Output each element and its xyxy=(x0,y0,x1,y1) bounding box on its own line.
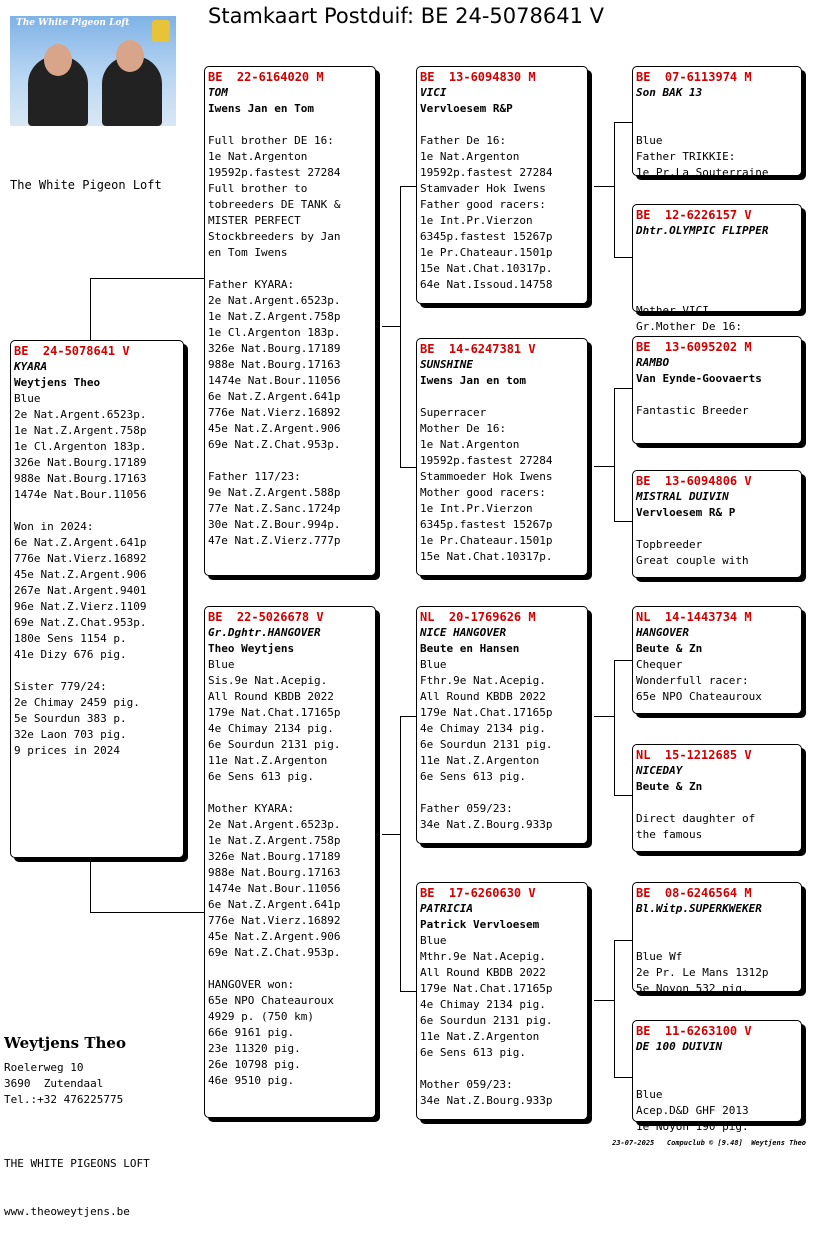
pigeon-card-fmm xyxy=(632,470,802,578)
person-left-head xyxy=(44,44,72,76)
address-line: Tel.:+32 476225775 xyxy=(4,1093,124,1106)
pigeon-result-line: 34e Nat.Z.Bourg.933p xyxy=(420,1094,553,1107)
pigeon-result-line: Won in 2024: xyxy=(14,520,94,533)
pigeon-result-line: 19592p.fastest 27284 xyxy=(420,166,553,179)
pigeon-result-line xyxy=(420,389,584,405)
pigeon-result-line: 6e Sens 613 pig. xyxy=(420,1046,526,1059)
connector-mm-parents xyxy=(614,940,633,1078)
pigeon-result-line: Mother De 16: xyxy=(420,422,507,435)
owner-address xyxy=(4,1034,126,1108)
pigeon-card-fmf xyxy=(632,336,802,444)
ring-number: BE 24-5078641 V xyxy=(14,344,130,358)
pigeon-result-line xyxy=(14,503,180,519)
pigeon-result-line: 69e Nat.Z.Chat.953p. xyxy=(208,946,341,959)
pigeon-name: NICEDAY xyxy=(636,764,683,777)
pigeon-result-line: Full brother DE 16: xyxy=(208,134,334,147)
pigeon-result-line xyxy=(420,1061,584,1077)
pigeon-result-line: tobreeders DE TANK & xyxy=(208,198,341,211)
pigeon-result-line: 776e Nat.Vierz.16892 xyxy=(208,406,341,419)
pigeon-result-line: 26e 10798 pig. xyxy=(208,1058,301,1071)
pigeon-result-line: 4929 p. (750 km) xyxy=(208,1010,314,1023)
pigeon-result-line: MISTER PERFECT xyxy=(208,214,301,227)
pigeon-result-line xyxy=(636,117,798,133)
pigeon-result-line: Father De 16: xyxy=(420,134,507,147)
pigeon-result-line: 5e Sourdun 383 p. xyxy=(14,712,127,725)
pigeon-result-line xyxy=(636,521,798,537)
pigeon-card-mmf xyxy=(632,882,802,995)
pigeon-result-line: Mother KYARA: xyxy=(208,802,295,815)
pigeon-owner: Iwens Jan en tom xyxy=(420,374,526,387)
pigeon-result-line: 1474e Nat.Bour.11056 xyxy=(208,374,341,387)
pigeon-result-line: 988e Nat.Bourg.17163 xyxy=(208,866,341,879)
pigeon-result-line: Wonderfull racer: xyxy=(636,674,749,687)
pigeon-result-line: Sis.9e Nat.Acepig. xyxy=(208,674,328,687)
ring-number: BE 14-6247381 V xyxy=(420,342,536,356)
club-logo-icon xyxy=(152,20,170,42)
ring-number: BE 12-6226157 V xyxy=(636,208,752,222)
pigeon-result-line: 1e Int.Pr.Vierzon xyxy=(420,214,533,227)
pigeon-result-line: 1e Nat.Z.Argent.758p xyxy=(208,310,341,323)
pigeon-result-line: 1e Cl.Argenton 183p. xyxy=(208,326,341,339)
pigeon-result-line: Direct daughter of xyxy=(636,812,756,825)
pigeon-result-line: 9e Nat.Z.Argent.588p xyxy=(208,486,341,499)
pigeon-result-line: All Round KBDB 2022 xyxy=(208,690,334,703)
pigeon-name: Dhtr.OLYMPIC FLIPPER xyxy=(636,224,769,237)
pigeon-result-line: 96e Nat.Z.Vierz.1109 xyxy=(14,600,147,613)
pigeon-result-line: 2e Pr. Le Mans 1312p xyxy=(636,966,769,979)
pigeon-owner: Beute & Zn xyxy=(636,780,703,793)
connector-father-parents xyxy=(400,186,417,468)
pigeon-result-line xyxy=(636,255,798,271)
pigeon-result-line: Great couple with xyxy=(636,554,749,567)
ring-number: NL 15-1212685 V xyxy=(636,748,752,762)
pigeon-result-line: Father 059/23: xyxy=(420,802,513,815)
pigeon-result-line xyxy=(636,387,798,403)
pigeon-result-line: 9 prices in 2024 xyxy=(14,744,120,757)
pigeon-result-line: 179e Nat.Chat.17165p xyxy=(420,706,553,719)
pigeon-card-mff xyxy=(632,606,802,714)
pigeon-owner: Beute en Hansen xyxy=(420,642,520,655)
pigeon-owner: Vervloesem R&P xyxy=(420,102,513,115)
pigeon-result-line: 6e Sens 613 pig. xyxy=(208,770,314,783)
pigeon-result-line: 988e Nat.Bourg.17163 xyxy=(208,358,341,371)
pigeon-result-line: Mother VICI xyxy=(636,304,709,317)
pigeon-name: KYARA xyxy=(14,360,48,373)
pigeon-name: PATRICIA xyxy=(420,902,473,915)
pigeon-result-line: 65e NPO Chateauroux xyxy=(636,690,762,703)
pigeon-result-line: Blue xyxy=(636,1088,663,1101)
ring-number: NL 14-1443734 M xyxy=(636,610,752,624)
ring-number: BE 22-6164020 M xyxy=(208,70,324,84)
pigeon-result-line: 6e Sourdun 2131 pig. xyxy=(420,738,553,751)
pigeon-result-line xyxy=(208,961,372,977)
pigeon-result-line: 2e Nat.Argent.6523p. xyxy=(208,294,341,307)
pigeon-result-line xyxy=(636,795,798,811)
address-line: Roelerweg 10 xyxy=(4,1061,84,1074)
pigeon-result-line: 11e Nat.Z.Argenton xyxy=(420,754,540,767)
pigeon-result-line: Stamvader Hok Iwens xyxy=(420,182,546,195)
pigeon-result-line: 64e Nat.Issoud.14758 xyxy=(420,278,553,291)
pigeon-result-line: 180e Sens 1154 p. xyxy=(14,632,127,645)
pigeon-result-line: 179e Nat.Chat.17165p xyxy=(420,982,553,995)
pigeon-result-line: 19592p.fastest 27284 xyxy=(208,166,341,179)
pigeon-result-line: 1e Nat.Z.Argent.758p xyxy=(14,424,147,437)
connector-ff-parents xyxy=(614,122,633,258)
pigeon-result-line: Superracer xyxy=(420,406,487,419)
connector-father-stem xyxy=(382,326,400,327)
pigeon-result-line: 326e Nat.Bourg.17189 xyxy=(208,850,341,863)
ring-number: BE 11-6263100 V xyxy=(636,1024,752,1038)
pigeon-result-line: 34e Nat.Z.Bourg.933p xyxy=(420,818,553,831)
loft-photo xyxy=(10,16,176,126)
ring-number: BE 13-6095202 M xyxy=(636,340,752,354)
pigeon-result-line xyxy=(208,453,372,469)
pigeon-result-line: Fthr.9e Nat.Acepig. xyxy=(420,674,546,687)
pigeon-name: Son BAK 13 xyxy=(636,86,703,99)
footer-loft-name: THE WHITE PIGEONS LOFT xyxy=(4,1157,150,1170)
address-line: 3690 Zutendaal xyxy=(4,1077,104,1090)
pigeon-result-line: 1e Nat.Z.Argent.758p xyxy=(208,834,341,847)
pigeon-result-line: 6e Sens 613 pig. xyxy=(420,770,526,783)
pigeon-result-line: 4e Chimay 2134 pig. xyxy=(420,722,546,735)
connector-subject-father xyxy=(90,278,205,341)
pigeon-result-line: 15e Nat.Chat.10317p. xyxy=(420,550,553,563)
spacer xyxy=(636,1055,798,1071)
ring-number: BE 08-6246564 M xyxy=(636,886,752,900)
pigeon-result-line: 5e Noyon 532 pig. xyxy=(636,982,749,995)
pigeon-card-father-father xyxy=(416,66,588,304)
pigeon-result-line: 1e Nat.Argenton xyxy=(420,438,520,451)
pigeon-result-line: the famous xyxy=(636,828,703,841)
pigeon-result-line: All Round KBDB 2022 xyxy=(420,966,546,979)
pigeon-result-line: 776e Nat.Vierz.16892 xyxy=(14,552,147,565)
pigeon-card-mother-mother xyxy=(416,882,588,1120)
pigeon-result-line: 69e Nat.Z.Chat.953p. xyxy=(208,438,341,451)
pigeon-result-line: 4e Chimay 2134 pig. xyxy=(420,998,546,1011)
pigeon-result-line: 2e Nat.Argent.6523p. xyxy=(208,818,341,831)
pigeon-result-line: 45e Nat.Z.Argent.906 xyxy=(14,568,147,581)
pigeon-result-line: 1e Pr.Chateaur.1501p xyxy=(420,534,553,547)
pigeon-name: Bl.Witp.SUPERKWEKER xyxy=(636,902,762,915)
pigeon-result-line: 1e Int.Pr.Vierzon xyxy=(420,502,533,515)
pigeon-result-line: 1e Pr.Chateaur.1501p xyxy=(420,246,553,259)
connector-ff-stem xyxy=(594,186,614,187)
pigeon-result-line: Father TRIKKIE: xyxy=(636,150,736,163)
pigeon-card-father-mother xyxy=(416,338,588,576)
pigeon-name: SUNSHINE xyxy=(420,358,473,371)
ring-number: BE 13-6094830 M xyxy=(420,70,536,84)
connector-mf-parents xyxy=(614,660,633,796)
pigeon-result-line: Blue xyxy=(14,392,41,405)
pigeon-result-line xyxy=(208,117,372,133)
pigeon-result-line: 46e 9510 pig. xyxy=(208,1074,295,1087)
pigeon-result-line: 1e Nat.Argenton xyxy=(420,150,520,163)
pigeon-result-line xyxy=(14,663,180,679)
pigeon-result-line: Stockbreeders by Jan xyxy=(208,230,341,243)
pigeon-result-line: 32e Laon 703 pig. xyxy=(14,728,127,741)
pigeon-result-line: Stammoeder Hok Iwens xyxy=(420,470,553,483)
photo-banner: The White Pigeon Loft xyxy=(16,18,130,28)
pigeon-result-line: 1474e Nat.Bour.11056 xyxy=(14,488,147,501)
pigeon-name: MISTRAL DUIVIN xyxy=(636,490,729,503)
pigeon-result-line: 47e Nat.Z.Vierz.777p xyxy=(208,534,341,547)
spacer xyxy=(636,239,798,255)
pigeon-result-line: 65e NPO Chateauroux xyxy=(208,994,334,1007)
pigeon-result-line xyxy=(636,271,798,287)
pigeon-card-ffm xyxy=(632,204,802,333)
pigeon-card-father xyxy=(204,66,376,576)
pigeon-result-line: 2e Nat.Argent.6523p. xyxy=(14,408,147,421)
pigeon-result-line: Full brother to xyxy=(208,182,308,195)
pigeon-card-fff xyxy=(632,66,802,179)
pigeon-result-line: Blue xyxy=(208,658,235,671)
pigeon-result-line: 6e Sourdun 2131 pig. xyxy=(208,738,341,751)
pigeon-result-line: 4e Chimay 2134 pig. xyxy=(208,722,334,735)
pigeon-result-line: Topbreeder xyxy=(636,538,703,551)
pigeon-result-line: 6e Sourdun 2131 pig. xyxy=(420,1014,553,1027)
pigeon-result-line: Sister 779/24: xyxy=(14,680,107,693)
page-title: Stamkaart Postduif: BE 24-5078641 V xyxy=(208,4,604,28)
connector-subject-mother xyxy=(90,858,205,913)
footer-loft xyxy=(4,1124,150,1236)
connector-mf-stem xyxy=(594,716,614,717)
pigeon-card-mfm xyxy=(632,744,802,852)
pigeon-result-line: 988e Nat.Bourg.17163 xyxy=(14,472,147,485)
connector-mother-parents xyxy=(400,716,417,992)
pigeon-result-line: 11e Nat.Z.Argenton xyxy=(208,754,328,767)
ring-number: BE 13-6094806 V xyxy=(636,474,752,488)
pigeon-result-line: 1e Noyon 190 pig. xyxy=(636,1120,749,1133)
person-right-head xyxy=(116,40,144,72)
pigeon-card-mother xyxy=(204,606,376,1118)
pigeon-result-line: 1e Nat.Argenton xyxy=(208,150,308,163)
pigeon-result-line: 77e Nat.Z.Sanc.1724p xyxy=(208,502,341,515)
pigeon-result-line: Blue Wf xyxy=(636,950,683,963)
spacer xyxy=(636,917,798,933)
pigeon-result-line: Mother good racers: xyxy=(420,486,546,499)
pigeon-owner: Patrick Vervloesem xyxy=(420,918,540,931)
pigeon-result-line: Blue xyxy=(420,934,447,947)
pigeon-result-line: 69e Nat.Z.Chat.953p. xyxy=(14,616,147,629)
pigeon-result-line xyxy=(208,261,372,277)
ring-number: BE 07-6113974 M xyxy=(636,70,752,84)
pigeon-result-line: Acep.D&D GHF 2013 xyxy=(636,1104,749,1117)
pigeon-name: Gr.Dghtr.HANGOVER xyxy=(208,626,321,639)
connector-mm-stem xyxy=(594,1000,614,1001)
connector-fm-parents xyxy=(614,388,633,522)
pigeon-card-mmm xyxy=(632,1020,802,1133)
pigeon-result-line xyxy=(208,785,372,801)
pigeon-owner: Iwens Jan en Tom xyxy=(208,102,314,115)
pigeon-result-line xyxy=(636,933,798,949)
pigeon-result-line: 11e Nat.Z.Argenton xyxy=(420,1030,540,1043)
ring-number: BE 17-6260630 V xyxy=(420,886,536,900)
pigeon-result-line: en Tom Iwens xyxy=(208,246,288,259)
pigeon-card-subject xyxy=(10,340,184,858)
pigeon-result-line: Gr.Mother De 16: xyxy=(636,320,742,333)
pigeon-result-line: 6e Nat.Z.Argent.641p xyxy=(14,536,147,549)
pigeon-owner: Van Eynde-Goovaerts xyxy=(636,372,762,385)
owner-name: Weytjens Theo xyxy=(4,1034,126,1052)
pigeon-result-line: 6345p.fastest 15267p xyxy=(420,518,553,531)
connector-fm-stem xyxy=(594,466,614,467)
pigeon-result-line: All Round KBDB 2022 xyxy=(420,690,546,703)
footer-print-info: 23-07-2025 Compuclub © [9.48] Weytjens Theo xyxy=(612,1139,806,1147)
pigeon-name: VICI xyxy=(420,86,447,99)
pigeon-card-mother-father xyxy=(416,606,588,844)
pigeon-result-line: 45e Nat.Z.Argent.906 xyxy=(208,930,341,943)
pigeon-name: NICE HANGOVER xyxy=(420,626,507,639)
pigeon-result-line: 45e Nat.Z.Argent.906 xyxy=(208,422,341,435)
footer-website-link[interactable]: www.theoweytjens.be xyxy=(4,1205,130,1218)
pigeon-result-line: 1e Cl.Argenton 183p. xyxy=(14,440,147,453)
pigeon-result-line xyxy=(420,785,584,801)
pigeon-result-line: 41e Dizy 676 pig. xyxy=(14,648,127,661)
pigeon-result-line xyxy=(636,287,798,303)
pigeon-result-line: 1474e Nat.Bour.11056 xyxy=(208,882,341,895)
pigeon-result-line: 15e Nat.Chat.10317p. xyxy=(420,262,553,275)
pigeon-result-line: 1e Pr.La Souterraine xyxy=(636,166,769,179)
pigeon-result-line xyxy=(636,1071,798,1087)
pigeon-owner: Vervloesem R& P xyxy=(636,506,736,519)
pigeon-result-line xyxy=(420,117,584,133)
pigeon-result-line: Father 117/23: xyxy=(208,470,301,483)
pigeon-result-line: Father KYARA: xyxy=(208,278,295,291)
pigeon-result-line: 776e Nat.Vierz.16892 xyxy=(208,914,341,927)
ring-number: BE 22-5026678 V xyxy=(208,610,324,624)
pigeon-owner: Theo Weytjens xyxy=(208,642,295,655)
loft-name: The White Pigeon Loft xyxy=(10,178,162,192)
pigeon-result-line: 30e Nat.Z.Bour.994p. xyxy=(208,518,341,531)
pigeon-name: HANGOVER xyxy=(636,626,689,639)
pigeon-result-line: Chequer xyxy=(636,658,683,671)
ring-number: NL 20-1769626 M xyxy=(420,610,536,624)
pigeon-result-line: 267e Nat.Argent.9401 xyxy=(14,584,147,597)
spacer xyxy=(636,101,798,117)
pigeon-name: RAMBO xyxy=(636,356,670,369)
pigeon-result-line: Fantastic Breeder xyxy=(636,404,749,417)
pigeon-owner: Beute & Zn xyxy=(636,642,703,655)
pigeon-result-line: HANGOVER won: xyxy=(208,978,295,991)
pigeon-result-line: 19592p.fastest 27284 xyxy=(420,454,553,467)
pigeon-result-line: 66e 9161 pig. xyxy=(208,1026,295,1039)
pigeon-result-line: Blue xyxy=(636,134,663,147)
pigeon-name: DE 100 DUIVIN xyxy=(636,1040,723,1053)
pigeon-result-line: 23e 11320 pig. xyxy=(208,1042,301,1055)
pigeon-result-line: 2e Chimay 2459 pig. xyxy=(14,696,140,709)
pigeon-result-line: Mother 059/23: xyxy=(420,1078,513,1091)
pigeon-result-line: 326e Nat.Bourg.17189 xyxy=(14,456,147,469)
pigeon-result-line: 6345p.fastest 15267p xyxy=(420,230,553,243)
pigeon-result-line: Blue xyxy=(420,658,447,671)
pigeon-result-line: 6e Nat.Z.Argent.641p xyxy=(208,898,341,911)
pigeon-result-line: Mthr.9e Nat.Acepig. xyxy=(420,950,546,963)
pigeon-result-line: 179e Nat.Chat.17165p xyxy=(208,706,341,719)
connector-mother-stem xyxy=(382,834,400,835)
pigeon-name: TOM xyxy=(208,86,228,99)
pigeon-result-line: 6e Nat.Z.Argent.641p xyxy=(208,390,341,403)
pigeon-result-line: Father good racers: xyxy=(420,198,546,211)
pigeon-result-line: 326e Nat.Bourg.17189 xyxy=(208,342,341,355)
pigeon-owner: Weytjens Theo xyxy=(14,376,101,389)
